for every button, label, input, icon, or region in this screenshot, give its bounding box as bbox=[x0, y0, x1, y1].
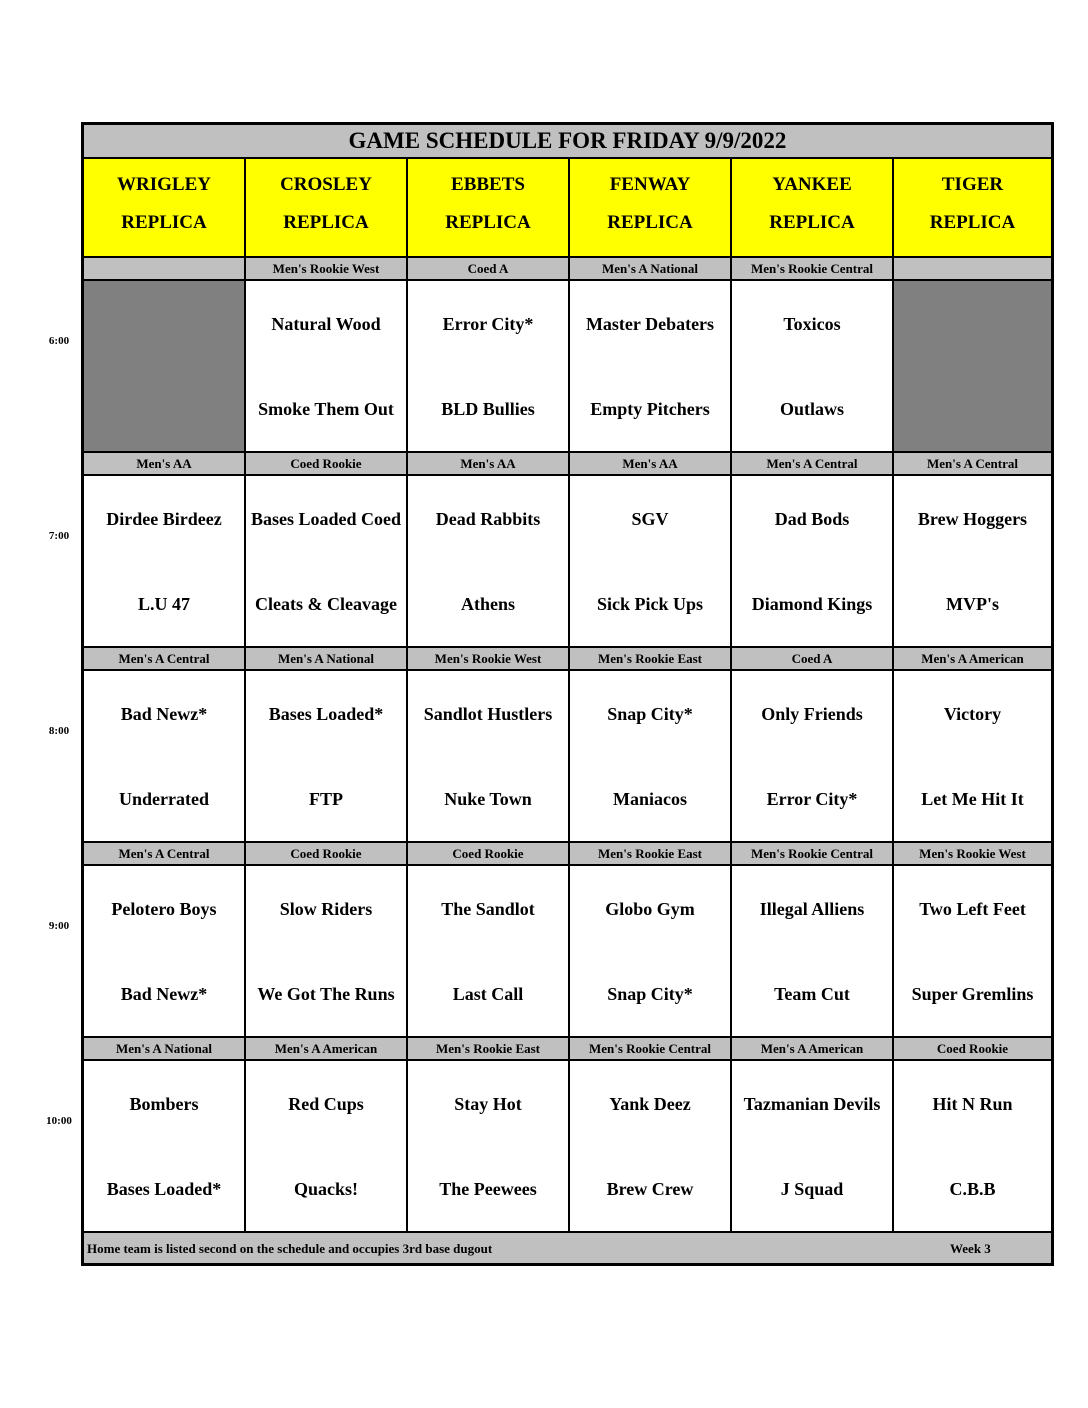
game-cell bbox=[732, 281, 894, 453]
game-cell bbox=[894, 671, 1051, 843]
field-header bbox=[894, 159, 1051, 258]
game-cell bbox=[84, 671, 246, 843]
division-label: Men's A National bbox=[84, 1038, 246, 1061]
home-team: Bad Newz* bbox=[120, 984, 208, 1004]
home-team: Bases Loaded* bbox=[106, 1179, 222, 1199]
division-label: Men's Rookie West bbox=[894, 843, 1051, 866]
game-cell bbox=[570, 866, 732, 1038]
home-team: We Got The Runs bbox=[257, 984, 395, 1004]
away-team: Red Cups bbox=[288, 1094, 364, 1114]
away-team: Two Left Feet bbox=[919, 899, 1026, 919]
division-label: Men's A American bbox=[246, 1038, 408, 1061]
game-cell bbox=[246, 1061, 408, 1233]
field-name: CROSLEY bbox=[280, 174, 372, 195]
away-team: SGV bbox=[631, 509, 669, 529]
field-subtitle: REPLICA bbox=[769, 212, 855, 233]
field-subtitle: REPLICA bbox=[283, 212, 369, 233]
away-team: Tazmanian Devils bbox=[743, 1094, 881, 1114]
division-label: Men's A American bbox=[894, 648, 1051, 671]
home-team: Snap City* bbox=[607, 984, 693, 1004]
away-team: Bases Loaded* bbox=[268, 704, 384, 724]
game-cell bbox=[732, 671, 894, 843]
division-label: Men's A Central bbox=[84, 843, 246, 866]
game-cell bbox=[732, 1061, 894, 1233]
away-team: Victory bbox=[943, 704, 1002, 724]
away-team: Natural Wood bbox=[271, 314, 381, 334]
field-name: EBBETS bbox=[451, 174, 525, 195]
footer-band bbox=[84, 1231, 1051, 1263]
division-label: Men's A Central bbox=[732, 453, 894, 476]
away-team: The Sandlot bbox=[441, 899, 535, 919]
home-team: BLD Bullies bbox=[441, 399, 535, 419]
home-team: Quacks! bbox=[293, 1179, 358, 1199]
game-cell bbox=[246, 866, 408, 1038]
division-label: Men's AA bbox=[570, 453, 732, 476]
away-team: Bombers bbox=[129, 1094, 199, 1114]
away-team: Only Friends bbox=[761, 704, 863, 724]
game-cell bbox=[408, 281, 570, 453]
home-team: Super Gremlins bbox=[911, 984, 1034, 1004]
division-label: Men's A American bbox=[732, 1038, 894, 1061]
away-team: Dirdee Birdeez bbox=[106, 509, 222, 529]
game-cell bbox=[408, 1061, 570, 1233]
field-subtitle: REPLICA bbox=[121, 212, 207, 233]
division-label: Coed Rookie bbox=[246, 843, 408, 866]
game-cell bbox=[246, 281, 408, 453]
away-team: Pelotero Boys bbox=[111, 899, 217, 919]
unused-slot bbox=[894, 281, 1051, 453]
division-label bbox=[84, 258, 246, 281]
division-label: Coed Rookie bbox=[408, 843, 570, 866]
game-cell bbox=[408, 866, 570, 1038]
schedule-title: GAME SCHEDULE FOR FRIDAY 9/9/2022 bbox=[84, 125, 1051, 159]
game-cell bbox=[408, 476, 570, 648]
division-label: Men's Rookie East bbox=[570, 648, 732, 671]
division-label: Men's Rookie East bbox=[408, 1038, 570, 1061]
game-cell bbox=[84, 1061, 246, 1233]
field-subtitle: REPLICA bbox=[607, 212, 693, 233]
home-team: Team Cut bbox=[774, 984, 850, 1004]
field-name: WRIGLEY bbox=[117, 174, 211, 195]
week-label: Week 3 bbox=[950, 1241, 991, 1256]
home-team: Last Call bbox=[452, 984, 524, 1004]
field-name: FENWAY bbox=[609, 174, 691, 195]
division-label: Men's A Central bbox=[84, 648, 246, 671]
division-label: Men's Rookie Central bbox=[732, 843, 894, 866]
home-team-note: Home team is listed second on the schedule and occupies 3rd base dugout bbox=[87, 1241, 493, 1256]
division-label: Men's Rookie Central bbox=[732, 258, 894, 281]
game-cell bbox=[894, 866, 1051, 1038]
home-team: Empty Pitchers bbox=[590, 399, 710, 419]
division-label: Men's Rookie East bbox=[570, 843, 732, 866]
game-cell bbox=[894, 1061, 1051, 1233]
away-team: Brew Hoggers bbox=[917, 509, 1028, 529]
time-label: 9:00 bbox=[48, 920, 70, 932]
game-cell bbox=[84, 866, 246, 1038]
away-team: Error City* bbox=[442, 314, 534, 334]
home-team: The Peewees bbox=[439, 1179, 537, 1199]
home-team: Athens bbox=[460, 594, 515, 614]
home-team: Cleats & Cleavage bbox=[255, 594, 397, 614]
time-label: 10:00 bbox=[46, 1115, 72, 1127]
away-team: Dead Rabbits bbox=[435, 509, 541, 529]
division-label: Men's Rookie Central bbox=[570, 1038, 732, 1061]
away-team: Snap City* bbox=[607, 704, 693, 724]
game-cell bbox=[732, 476, 894, 648]
away-team: Slow Riders bbox=[279, 899, 373, 919]
away-team: Hit N Run bbox=[932, 1094, 1013, 1114]
game-cell bbox=[408, 671, 570, 843]
time-label: 8:00 bbox=[48, 725, 70, 737]
home-team: Let Me Hit It bbox=[921, 789, 1024, 809]
home-team: Diamond Kings bbox=[751, 594, 873, 614]
division-label: Men's A Central bbox=[894, 453, 1051, 476]
division-label: Coed A bbox=[408, 258, 570, 281]
field-header bbox=[732, 159, 894, 258]
division-label: Men's A National bbox=[570, 258, 732, 281]
division-label: Coed Rookie bbox=[894, 1038, 1051, 1061]
game-cell bbox=[570, 476, 732, 648]
division-label: Men's Rookie West bbox=[246, 258, 408, 281]
home-team: J Squad bbox=[780, 1179, 844, 1199]
home-team: Sick Pick Ups bbox=[596, 594, 704, 614]
field-header bbox=[84, 159, 246, 258]
field-subtitle: REPLICA bbox=[929, 212, 1016, 233]
home-team: Error City* bbox=[766, 789, 858, 809]
away-team: Illegal Alliens bbox=[759, 899, 865, 919]
away-team: Master Debaters bbox=[585, 314, 715, 334]
home-team: C.B.B bbox=[949, 1179, 996, 1199]
game-cell bbox=[246, 476, 408, 648]
home-team: Nuke Town bbox=[444, 789, 532, 809]
field-header bbox=[570, 159, 732, 258]
field-header bbox=[246, 159, 408, 258]
unused-slot bbox=[84, 281, 246, 453]
away-team: Toxicos bbox=[783, 314, 841, 334]
schedule-table bbox=[81, 122, 1054, 1266]
game-cell bbox=[732, 866, 894, 1038]
division-label: Men's AA bbox=[408, 453, 570, 476]
away-team: Yank Deez bbox=[609, 1094, 691, 1114]
home-team: Smoke Them Out bbox=[258, 399, 394, 419]
game-cell bbox=[570, 281, 732, 453]
game-cell bbox=[570, 671, 732, 843]
away-team: Stay Hot bbox=[454, 1094, 522, 1114]
away-team: Dad Bods bbox=[774, 509, 850, 529]
away-team: Bad Newz* bbox=[120, 704, 208, 724]
home-team: Maniacos bbox=[613, 789, 687, 809]
time-label: 7:00 bbox=[48, 530, 70, 542]
game-cell bbox=[246, 671, 408, 843]
division-label: Coed Rookie bbox=[246, 453, 408, 476]
home-team: Outlaws bbox=[779, 399, 844, 419]
field-name: YANKEE bbox=[772, 174, 852, 195]
field-subtitle: REPLICA bbox=[445, 212, 531, 233]
away-team: Sandlot Hustlers bbox=[423, 704, 553, 724]
division-label bbox=[894, 258, 1051, 281]
game-cell bbox=[570, 1061, 732, 1233]
time-label: 6:00 bbox=[48, 335, 70, 347]
home-team: Brew Crew bbox=[606, 1179, 694, 1199]
home-team: L.U 47 bbox=[137, 594, 190, 614]
division-label: Men's Rookie West bbox=[408, 648, 570, 671]
division-label: Men's A National bbox=[246, 648, 408, 671]
field-header bbox=[408, 159, 570, 258]
away-team: Globo Gym bbox=[605, 899, 695, 919]
division-label: Men's AA bbox=[84, 453, 246, 476]
field-name: TIGER bbox=[941, 174, 1004, 195]
division-label: Coed A bbox=[732, 648, 894, 671]
game-cell bbox=[84, 476, 246, 648]
home-team: Underrated bbox=[119, 789, 209, 809]
home-team: FTP bbox=[309, 789, 343, 809]
away-team: Bases Loaded Coed bbox=[250, 509, 402, 529]
game-cell bbox=[894, 476, 1051, 648]
home-team: MVP's bbox=[946, 594, 999, 614]
